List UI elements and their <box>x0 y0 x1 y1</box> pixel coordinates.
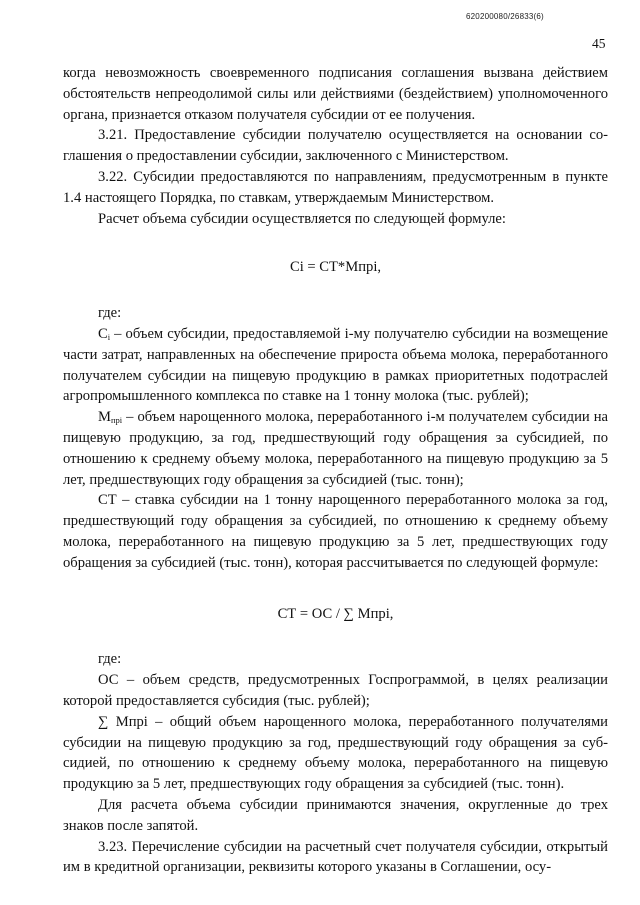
mpri-symbol: М <box>98 409 111 426</box>
paragraph-rounding: Для расчета объема субсидии принимаются значения, округленные до трех знаков после запятой. <box>63 796 608 834</box>
ci-symbol: С <box>98 325 108 342</box>
paragraph-calculation-intro: Расчет объема субсидии осуществляется по следующей формуле: <box>98 210 506 227</box>
definition-sum-mpri: ∑ Мпрi – общий объем нарощенного молока, переработанного получателями субсидии на пищевую продукцию за год, предшествующий году обращения за субсидией, по отношению к среднему объему молока, переработанного на пищевую продукцию за 5 лет, предшествующих году обращения за субсидией (тыс. тонн). <box>63 713 608 793</box>
ci-definition: – объем субсидии, предоставляемой i-му получателю субсидии на возмещение части затрат, направленных на обеспечение прироста объема молока, переработанного получателем субсидии на пищевую продукцию в рамках приоритетных подотраслей агропромышленного комплекса по ставке на 1 тонну молока (тыс. рублей); <box>63 325 608 405</box>
paragraph-3-21: 3.21. Предоставление субсидии получателю осуществляется на основании соглашения о предоставлении субсидии, заключенного с Министерством. <box>63 127 608 165</box>
formula-subsidy: Ci = СТ*Мпрi, <box>289 259 382 276</box>
page-number: 45 <box>592 36 606 51</box>
document-body <box>63 63 608 878</box>
paragraph-3-23: 3.23. Перечисление субсидии на расчетный счет получателя субсидии, открытый им в кредитной организации, реквизиты которого указаны в Соглашении, осу- <box>63 838 608 876</box>
where-label-2: где: <box>98 651 122 668</box>
definition-oc: ОС – объем средств, предусмотренных Госпрограммой, в целях реализации которой предоставляется субсидия (тыс. рублей); <box>63 672 608 709</box>
document-id: 620200080/26833(6) <box>466 12 544 21</box>
mpri-subscript: прi <box>110 415 123 426</box>
paragraph-continuation: когда невозможность своевременного подписания соглашения вызвана действием обстоятельств непреодолимой силы или действиями (бездействием) уполномоченного органа, признается отказом получателя субсидии от ее получения. <box>63 65 608 123</box>
mpri-definition: – объем нарощенного молока, переработанного i-м получателем субсидии на пищевую продукцию, за год, предшествующий году обращения за субсидией, по отношению к среднему объему молока, переработанного на пищевую продукцию за 5 лет, предшествующих году обращения за субсидией (тыс. тонн); <box>63 409 608 488</box>
definition-ci <box>63 324 608 407</box>
definition-ct: СТ – ставка субсидии на 1 тонну нарощенного переработанного молока за год, предшествующий году обращения за субсидией, по отношению к среднему объему молока, переработанного на пищевую продукцию за 5 лет, предшествующих году обращения за субсидией (тыс. тонн), которая рассчитывается по следующей формуле: <box>63 492 608 571</box>
where-label-1: где: <box>98 305 122 322</box>
ci-subscript: i <box>107 331 111 342</box>
formula-rate: СТ = ОС / ∑ Мпрi, <box>277 605 394 622</box>
paragraph-3-22: 3.22. Субсидии предоставляются по направлениям, предусмотренным в пункте 1.4 настоящего Порядка, по ставкам, утверждаемым Министерством. <box>63 168 608 206</box>
definition-mpri <box>63 407 608 490</box>
